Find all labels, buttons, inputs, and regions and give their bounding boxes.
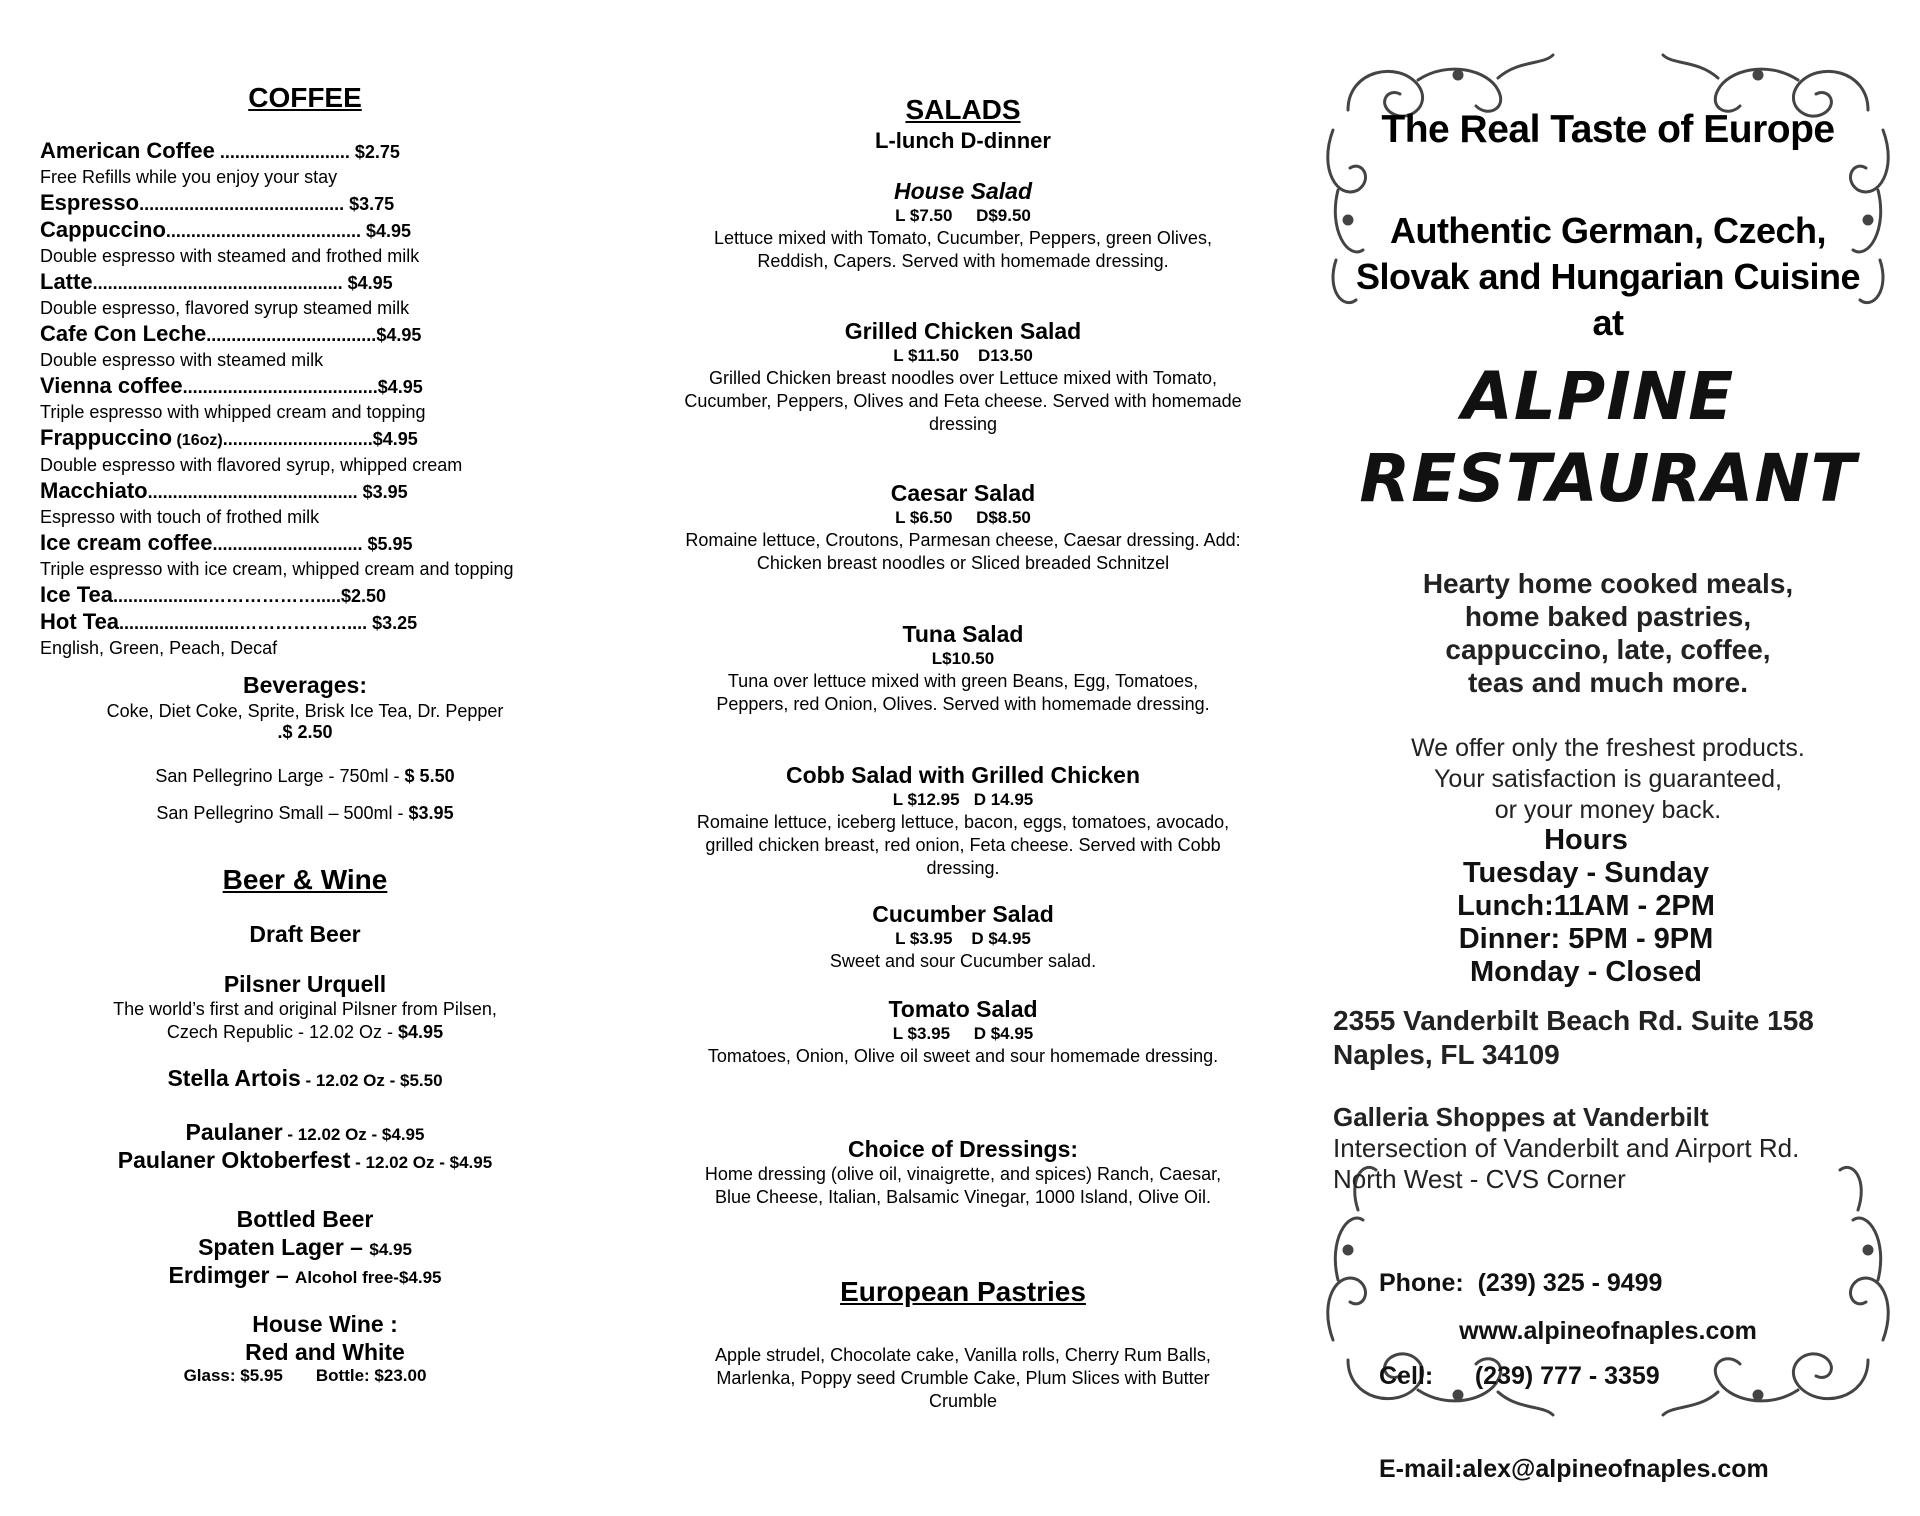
pellegrino-small: San Pellegrino Small – 500ml - $3.95 xyxy=(156,803,454,823)
house-wine-sub: Red and White xyxy=(245,1339,405,1365)
pellegrino-large: San Pellegrino Large - 750ml - $ 5.50 xyxy=(155,766,455,786)
restaurant-name: ALPINE RESTAURANT xyxy=(1359,358,1857,517)
item-price: $2.50 xyxy=(341,586,387,606)
coffee-item-desc: Espresso with touch of frothed milk xyxy=(40,507,320,527)
coffee-heading: COFFEE xyxy=(248,82,362,113)
pilsner-detail: Czech Republic - 12.02 Oz - $4.95 xyxy=(166,1022,444,1042)
pastries-desc: Apple strudel, Chocolate cake, Vanilla rolls, Cherry Rum Balls, Marlenka, Poppy seed Crumble Cake, Plum Slices with Butter Crumble xyxy=(715,1345,1211,1411)
beverages-heading: Beverages: xyxy=(242,672,368,698)
coffee-item-desc: Free Refills while you enjoy your stay xyxy=(40,167,338,187)
salad-price: L $3.95 D $4.95 xyxy=(892,1024,1034,1043)
coffee-item: Ice cream coffee.............................. $5.95 xyxy=(40,530,413,555)
coffee-item: Cafe Con Leche..................................$4.95 xyxy=(40,321,422,346)
salad-name: Cucumber Salad xyxy=(872,901,1054,927)
ad-address: 2355 Vanderbilt Beach Rd. Suite 158 Naples, FL 34109 xyxy=(1333,1005,1814,1070)
spaten-line: Spaten Lager – $4.95 xyxy=(198,1234,412,1260)
ad-tagline: The Real Taste of Europe xyxy=(1381,108,1835,151)
salad-name: House Salad xyxy=(893,178,1033,204)
salad-item xyxy=(678,178,1248,273)
coffee-item-desc: Double espresso with steamed milk xyxy=(40,350,324,370)
beverages-list: Coke, Diet Coke, Sprite, Brisk Ice Tea, Dr. Pepper xyxy=(106,701,504,721)
ad-location: Galleria Shoppes at Vanderbilt Intersection of Vanderbilt and Airport Rd. North West - CVS Corner xyxy=(1333,1102,1800,1194)
item-price: $3.25 xyxy=(372,613,418,633)
pilsner-name: Pilsner Urquell xyxy=(223,971,387,997)
bottled-beer-heading: Bottled Beer xyxy=(236,1206,374,1232)
salads-heading: SALADS xyxy=(905,94,1021,125)
coffee-item: Vienna coffee.......................................$4.95 xyxy=(40,373,423,398)
coffee-column xyxy=(40,0,570,1484)
item-price: $5.95 xyxy=(362,534,413,554)
coffee-list xyxy=(40,138,570,661)
salad-desc: Lettuce mixed with Tomato, Cucumber, Peppers, green Olives, Reddish, Capers. Served with homemade dressing. xyxy=(714,228,1212,271)
salad-desc: Grilled Chicken breast noodles over Lettuce mixed with Tomato, Cucumber, Peppers, Olives and Feta cheese. Served with homemade dressing xyxy=(684,368,1242,434)
item-price: $4.95 xyxy=(372,429,418,449)
salad-item xyxy=(678,480,1248,575)
salad-item xyxy=(678,318,1248,436)
salad-item xyxy=(678,901,1248,973)
cell-number[interactable]: Cell: (239) 777 - 3359 xyxy=(1379,1362,1660,1390)
salad-price: L $11.50 D13.50 xyxy=(893,346,1033,365)
salad-desc: Tomatoes, Onion, Olive oil sweet and sour homemade dressing. xyxy=(707,1046,1219,1066)
dressings-heading: Choice of Dressings: xyxy=(847,1136,1079,1162)
item-price: $4.95 xyxy=(376,325,422,345)
coffee-item: Hot Tea........................……………….... $3.25 xyxy=(40,609,418,634)
ad-contact xyxy=(1379,1206,1769,1516)
salad-price: L $12.95 D 14.95 xyxy=(892,790,1034,809)
phone-number[interactable]: Phone: (239) 325 - 9499 xyxy=(1379,1269,1663,1297)
email-link[interactable]: E-mail:alex@alpineofnaples.com xyxy=(1379,1455,1769,1483)
coffee-item: Ice Tea...................……………….....$2.50 xyxy=(40,582,387,607)
ad-cuisine: Authentic German, Czech, Slovak and Hungarian Cuisine at xyxy=(1355,210,1861,343)
dressings-block xyxy=(678,1136,1248,1209)
item-price: $2.75 xyxy=(349,142,400,162)
coffee-item: Frappuccino (16oz)..............................$4.95 xyxy=(40,425,418,450)
salad-name: Tomato Salad xyxy=(888,996,1038,1022)
stella-line: Stella Artois - 12.02 Oz - $5.50 xyxy=(167,1065,443,1091)
coffee-item: American Coffee .......................... $2.75 xyxy=(40,138,400,163)
erdinger-line: Erdimger – Alcohol free-$4.95 xyxy=(168,1262,442,1288)
pilsner-block xyxy=(40,970,570,1044)
dressings-desc: Home dressing (olive oil, vinaigrette, and spices) Ranch, Caesar, Blue Cheese, Italian, Balsamic Vinegar, 1000 Island, Olive Oil. xyxy=(704,1164,1222,1207)
house-wine-heading: House Wine : xyxy=(252,1311,398,1337)
coffee-item-desc: Double espresso with steamed and frothed milk xyxy=(40,246,420,266)
oktoberfest-line: Paulaner Oktoberfest - 12.02 Oz - $4.95 xyxy=(117,1147,493,1173)
item-price: $4.95 xyxy=(377,377,423,397)
salad-name: Cobb Salad with Grilled Chicken xyxy=(786,762,1140,788)
salad-name: Tuna Salad xyxy=(902,621,1024,647)
bottled-beer-block xyxy=(40,1205,570,1289)
coffee-item: Cappuccino....................................... $4.95 xyxy=(40,217,411,242)
salad-desc: Romaine lettuce, iceberg lettuce, bacon, eggs, tomatoes, avocado, grilled chicken breast, red onion, Feta cheese. Served with Cobb dressing. xyxy=(696,812,1230,878)
salad-desc: Sweet and sour Cucumber salad. xyxy=(829,951,1097,971)
salad-item xyxy=(678,996,1248,1068)
salads-legend: L-lunch D-dinner xyxy=(875,128,1051,153)
salads-column xyxy=(678,0,1248,1484)
ad-hearty-text: Hearty home cooked meals, home baked pastries, cappuccino, late, coffee, teas and much more. xyxy=(1422,568,1794,698)
coffee-item-desc: Triple espresso with whipped cream and topping xyxy=(40,402,426,422)
ad-hours: Hours Tuesday - Sunday Lunch:11AM - 2PM Dinner: 5PM - 9PM Monday - Closed xyxy=(1296,824,1876,989)
salad-item xyxy=(678,621,1248,716)
draft-beer-heading: Draft Beer xyxy=(249,921,361,947)
coffee-item-desc: Double espresso with flavored syrup, whipped cream xyxy=(40,455,463,475)
beverages-price: .$ 2.50 xyxy=(277,722,333,742)
paulaner-line: Paulaner - 12.02 Oz - $4.95 xyxy=(185,1119,425,1145)
house-wine-prices: Glass: $5.95 Bottle: $23.00 xyxy=(183,1366,427,1385)
salad-desc: Romaine lettuce, Croutons, Parmesan cheese, Caesar dressing. Add: Chicken breast noodles or Sliced breaded Schnitzel xyxy=(685,530,1241,573)
salad-price: L$10.50 xyxy=(931,649,995,668)
hours-heading: Hours xyxy=(1544,824,1628,856)
salad-price: L $6.50 D$8.50 xyxy=(895,508,1031,527)
item-price: $4.95 xyxy=(360,221,411,241)
coffee-item: Latte.................................................. $4.95 xyxy=(40,269,393,294)
salad-desc: Tuna over lettuce mixed with green Beans, Egg, Tomatoes, Peppers, red Onion, Olives. Served with homemade dressing. xyxy=(716,671,1210,714)
ad-offer-text: We offer only the freshest products. Your satisfaction is guaranteed, or your money back. xyxy=(1411,734,1805,824)
paulaner-block xyxy=(40,1118,570,1174)
house-wine-block xyxy=(40,1310,570,1386)
salad-price: L $7.50 D$9.50 xyxy=(895,206,1031,225)
pilsner-desc: The world’s first and original Pilsner from Pilsen, xyxy=(113,999,497,1019)
item-price: $3.95 xyxy=(357,482,408,502)
salad-name: Grilled Chicken Salad xyxy=(844,318,1082,344)
website-link[interactable]: www.alpineofnaples.com xyxy=(1459,1317,1757,1345)
coffee-item-desc: Double espresso, flavored syrup steamed milk xyxy=(40,298,410,318)
pastries-heading: European Pastries xyxy=(840,1276,1086,1307)
salad-item xyxy=(678,762,1248,880)
item-price: $4.95 xyxy=(342,273,393,293)
coffee-item-desc: Triple espresso with ice cream, whipped cream and topping xyxy=(40,559,514,579)
item-price: $3.75 xyxy=(344,194,395,214)
salad-name: Caesar Salad xyxy=(890,480,1036,506)
beer-wine-heading: Beer & Wine xyxy=(222,864,388,895)
salad-price: L $3.95 D $4.95 xyxy=(895,929,1031,948)
coffee-item: Espresso......................................... $3.75 xyxy=(40,190,395,215)
coffee-item: Macchiato.......................................... $3.95 xyxy=(40,478,408,503)
coffee-item-desc: English, Green, Peach, Decaf xyxy=(40,638,278,658)
